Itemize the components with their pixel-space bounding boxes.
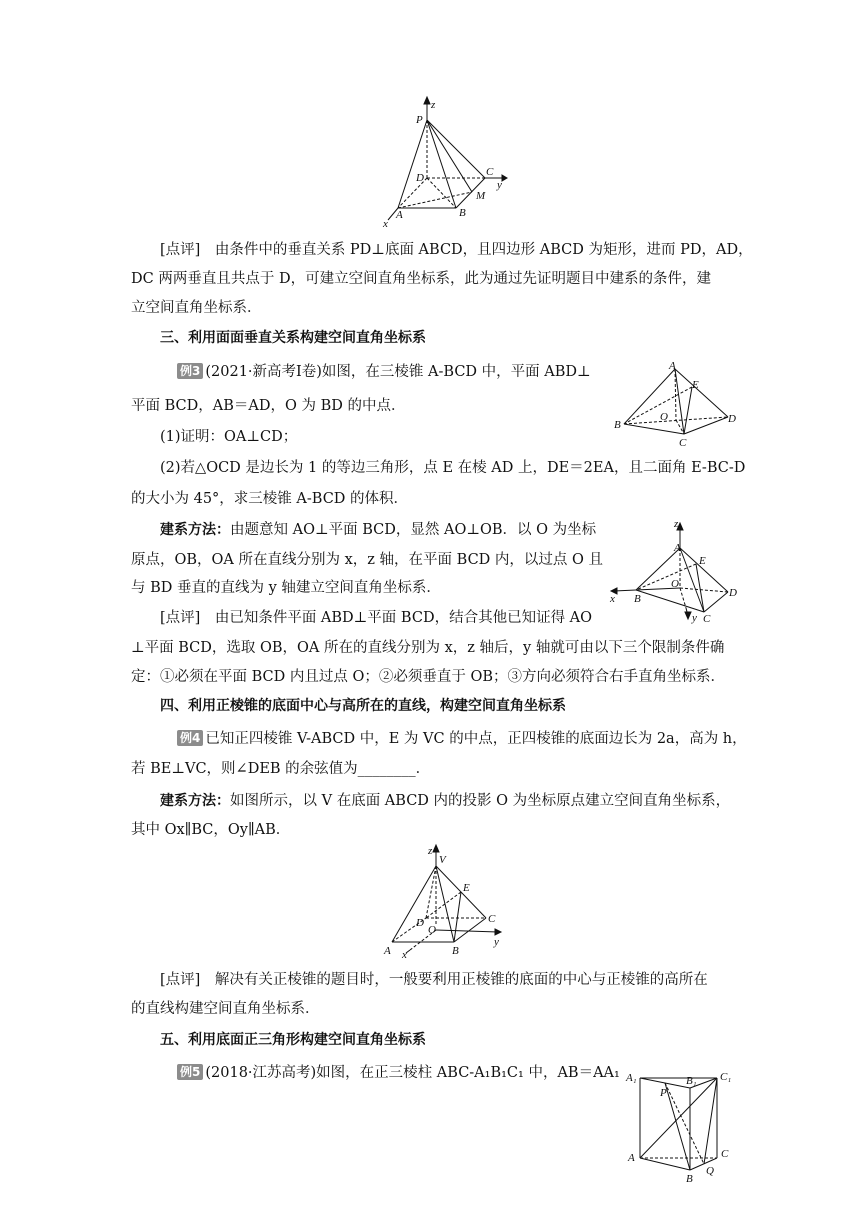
method-4-line-2: 其中 Ox∥BC，Oy∥AB．	[131, 822, 291, 838]
label-m: M	[476, 190, 486, 202]
label-a: A	[384, 945, 391, 957]
method-4-text-1: 如图所示，以 V 在底面 ABCD 内的投影 O 为坐标原点建立空间直角坐标系，	[230, 793, 731, 809]
example-3-badge: 例3	[177, 363, 203, 379]
figure-pyramid-vabcd	[380, 842, 510, 960]
comment-1-line-3: 立空间直角坐标系．	[131, 300, 262, 316]
label-d: D	[416, 917, 424, 929]
label-c1: C₁	[720, 1071, 732, 1083]
label-y: y	[497, 179, 502, 191]
example-4-line-1	[177, 729, 747, 749]
example-5-badge: 例5	[177, 1064, 203, 1080]
method-3-line-1	[160, 520, 596, 540]
comment-1-line-2: DC 两两垂直且共点于 D，可建立空间直角坐标系，此为通过先证明题目中建系的条件，建	[131, 271, 712, 287]
label-x: x	[383, 218, 388, 230]
method-3-label: 建系方法：	[160, 522, 230, 538]
label-c: C	[703, 613, 711, 625]
figure-pyramid-pabcd	[380, 96, 520, 230]
method-3-line-2: 原点，OB，OA 所在直线分别为 x，z 轴，在平面 BCD 内，以过点 O 且	[131, 552, 604, 568]
example-3-line-4: (2)若△OCD 是边长为 1 的等边三角形，点 E 在棱 AD 上，DE＝2EA，且二面角 E-BC-D	[160, 460, 746, 476]
label-a: A	[396, 209, 403, 221]
section-4-heading: 四、利用正棱锥的底面中心与高所在的直线，构建空间直角坐标系	[160, 698, 566, 714]
example-3-line-3: (1)证明：OA⊥CD；	[160, 429, 298, 445]
label-a: A	[669, 360, 676, 372]
label-c: C	[721, 1148, 729, 1160]
label-x: x	[610, 593, 615, 605]
label-e: E	[692, 379, 699, 391]
example-4-text-1: 已知正四棱锥 V-ABCD 中，E 为 VC 的中点，正四棱锥的底面边长为 2a，高为 h，	[205, 731, 747, 747]
section-5-heading: 五、利用底面正三角形构建空间直角坐标系	[160, 1032, 426, 1048]
example-3-text-1: (2021·新高考Ⅰ卷)如图，在三棱锥 A-BCD 中，平面 ABD⊥	[205, 364, 591, 380]
label-z: z	[428, 845, 433, 857]
method-3-text-1: 由题意知 AO⊥平面 BCD，显然 AO⊥OB．以 O 为坐标	[230, 522, 597, 538]
example-4-line-2: 若 BE⊥VC，则∠DEB 的余弦值为________．	[131, 761, 431, 777]
comment-3-line-2: ⊥平面 BCD，选取 OB，OA 所在的直线分别为 x，z 轴后，y 轴就可由以下三个限制条件确	[131, 640, 725, 656]
label-p: P	[660, 1087, 667, 1099]
label-o: O	[671, 578, 679, 590]
label-d: D	[416, 172, 424, 184]
example-4-badge: 例4	[177, 730, 203, 746]
label-x: x	[402, 949, 407, 961]
comment-3-line-1: [点评] 由已知条件平面 ABD⊥平面 BCD，结合其他已知证得 AO	[160, 610, 593, 626]
comment-4-line-2: 的直线构建空间直角坐标系．	[131, 1001, 320, 1017]
label-b: B	[634, 593, 641, 605]
prism-diagram	[622, 1066, 744, 1188]
label-c: C	[679, 437, 687, 449]
label-z: z	[674, 518, 679, 530]
pyramid-vabcd-diagram	[380, 842, 510, 960]
example-3-line-1	[177, 362, 591, 382]
example-3-line-5: 的大小为 45°，求三棱锥 A-BCD 的体积．	[131, 491, 409, 507]
label-v: V	[439, 854, 446, 866]
comment-3-line-3: 定：①必须在平面 BCD 内且过点 O；②必须垂直于 OB；③方向必须符合右手直角坐标系．	[131, 669, 726, 685]
label-d: D	[728, 413, 736, 425]
figure-tetrahedron-axes	[608, 518, 748, 625]
label-z: z	[431, 99, 436, 111]
label-c: C	[486, 166, 494, 178]
label-y: y	[494, 936, 499, 948]
example-5-line-1	[177, 1063, 620, 1083]
label-b: B	[452, 945, 459, 957]
label-y: y	[692, 612, 697, 624]
figure-triangular-prism	[622, 1066, 744, 1188]
example-5-text-1: (2018·江苏高考)如图，在正三棱柱 ABC-A₁B₁C₁ 中，AB＝AA₁	[205, 1065, 620, 1081]
label-b: B	[459, 207, 466, 219]
method-3-line-3: 与 BD 垂直的直线为 y 轴建立空间直角坐标系．	[131, 580, 441, 596]
label-b: B	[686, 1173, 693, 1185]
label-b: B	[614, 419, 621, 431]
label-a: A	[628, 1152, 635, 1164]
method-4-label: 建系方法：	[160, 793, 230, 809]
label-q: Q	[706, 1165, 714, 1177]
label-p: P	[416, 114, 423, 126]
label-e: E	[463, 882, 470, 894]
label-e: E	[699, 555, 706, 567]
comment-1-line-1: [点评] 由条件中的垂直关系 PD⊥底面 ABCD，且四边形 ABCD 为矩形，进而 PD，AD，	[160, 242, 753, 258]
label-b1: B₁	[686, 1075, 697, 1087]
label-d: D	[729, 587, 737, 599]
label-c: C	[488, 913, 496, 925]
figure-tetrahedron-abcd	[612, 360, 742, 455]
example-3-line-2: 平面 BCD，AB＝AD，O 为 BD 的中点．	[131, 398, 406, 414]
label-o: O	[428, 924, 436, 936]
label-a: A	[674, 542, 681, 554]
label-o: O	[660, 411, 668, 423]
comment-4-line-1: [点评] 解决有关正棱锥的题目时，一般要利用正棱锥的底面的中心与正棱锥的高所在	[160, 972, 708, 988]
pyramid-pabcd-diagram	[380, 96, 520, 230]
tetrahedron-diagram	[612, 360, 742, 455]
label-a1: A₁	[626, 1072, 637, 1084]
method-4-line-1	[160, 791, 730, 811]
section-3-heading: 三、利用面面垂直关系构建空间直角坐标系	[160, 330, 426, 346]
tetrahedron-axes-diagram	[608, 518, 748, 625]
